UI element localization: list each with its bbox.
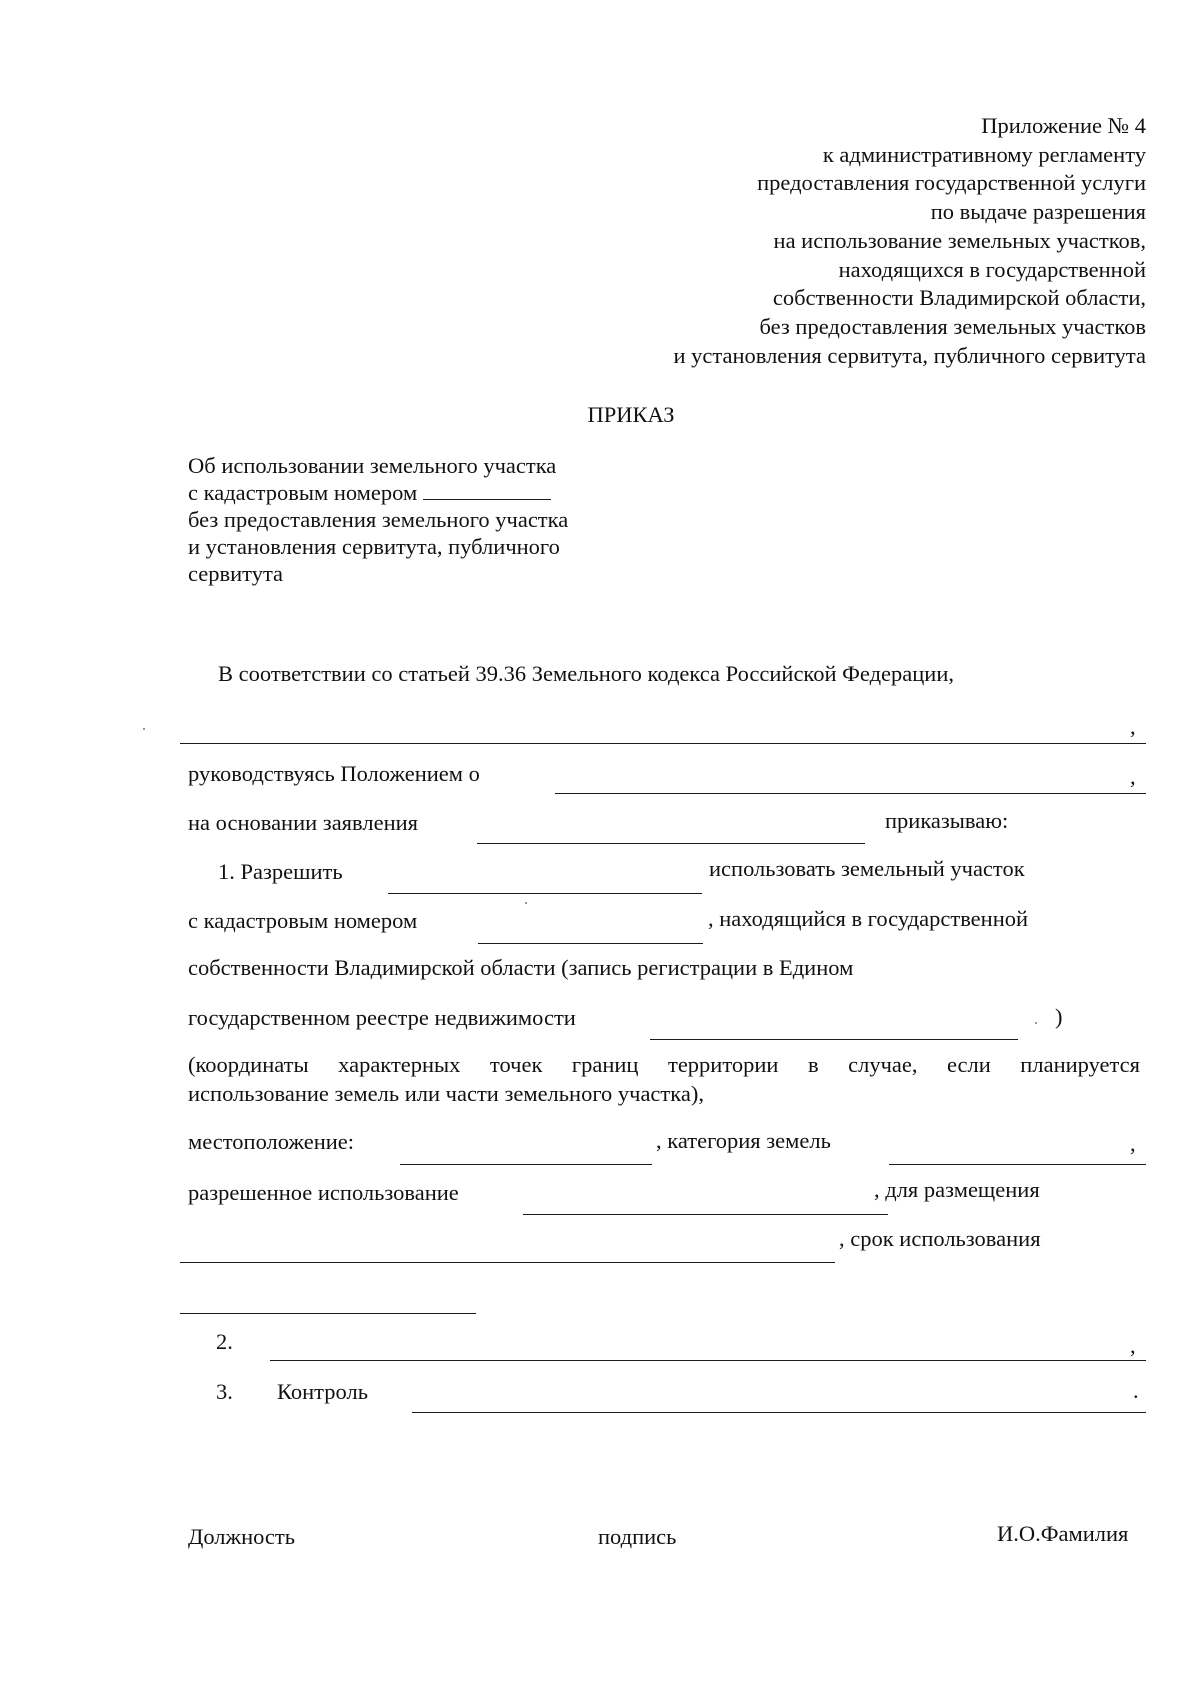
appendix-header (673, 112, 1146, 370)
coords-line-1: (координаты характерных точек границ территории в случае, если планируется (188, 1052, 1140, 1077)
cadastral-tail: , находящийся в государственной (708, 906, 1029, 931)
cadastral-blank[interactable] (478, 943, 703, 944)
subject-line: сервитута (188, 561, 284, 586)
cadastral-number-blank[interactable] (423, 481, 551, 500)
period: . (1133, 1378, 1139, 1403)
cadastral-label: с кадастровым номером (188, 908, 418, 933)
item3-number: 3. (216, 1379, 233, 1404)
scan-speck (143, 728, 145, 730)
item1-label: 1. Разрешить (218, 859, 343, 884)
placement-blank[interactable] (180, 1262, 835, 1263)
signature-sign: подпись (598, 1524, 677, 1549)
header-line: предоставления государственной услуги (757, 170, 1146, 196)
registry-blank[interactable] (650, 1039, 1018, 1040)
comma: , (1130, 714, 1136, 739)
subject-cadastral-label: с кадастровым номером (188, 480, 418, 505)
placement-label: , для размещения (874, 1177, 1040, 1202)
location-label: местоположение: (188, 1129, 355, 1154)
header-line: и установления сервитута, публичного сервитута (673, 342, 1146, 368)
order-subject (188, 452, 568, 587)
permitted-use-blank[interactable] (523, 1214, 888, 1215)
location-blank[interactable] (400, 1164, 652, 1165)
authority-blank[interactable] (180, 743, 1146, 744)
term-label: , срок использования (839, 1226, 1041, 1251)
applicant-blank[interactable] (388, 893, 702, 894)
intro-text: В соответствии со статьей 39.36 Земельного кодекса Российской Федерации, (218, 661, 955, 686)
comma: , (1130, 764, 1136, 789)
subject-line: и установления сервитута, публичного (188, 534, 560, 559)
header-line: собственности Владимирской области, (772, 285, 1146, 311)
header-line: на использование земельных участков, (773, 227, 1146, 253)
document-title: ПРИКАЗ (587, 402, 675, 427)
header-line: без предоставления земельных участков (759, 313, 1146, 339)
subject-line: Об использовании земельного участка (188, 453, 557, 478)
item1-text: использовать земельный участок (709, 856, 1025, 881)
category-label: , категория земель (656, 1128, 831, 1153)
ownership-text: собственности Владимирской области (запись регистрации в Едином (188, 955, 854, 980)
signature-name: И.О.Фамилия (997, 1521, 1129, 1546)
comma: , (1130, 1131, 1136, 1156)
header-line: по выдаче разрешения (930, 199, 1146, 225)
guided-by-label: руководствуясь Положением о (188, 761, 480, 786)
subject-line (188, 479, 568, 506)
item3-label: Контроль (277, 1379, 368, 1404)
header-line: Приложение № 4 (981, 113, 1146, 138)
item2-number: 2. (216, 1329, 233, 1354)
control-blank[interactable] (412, 1412, 1146, 1413)
subject-line: без предоставления земельного участка (188, 507, 569, 532)
comma: , (1130, 1333, 1136, 1358)
coords-line-2: использование земель или части земельного участка), (188, 1081, 704, 1106)
header-line: к административному регламенту (822, 141, 1146, 167)
term-blank[interactable] (180, 1313, 476, 1314)
scan-speck (525, 902, 527, 904)
header-line: находящихся в государственной (838, 256, 1146, 282)
category-blank[interactable] (889, 1164, 1146, 1165)
permitted-use-label: разрешенное использование (188, 1180, 459, 1205)
regulation-blank[interactable] (555, 793, 1146, 794)
close-paren: ) (1055, 1004, 1063, 1029)
signature-position: Должность (188, 1524, 296, 1549)
item2-blank[interactable] (270, 1360, 1146, 1361)
based-on-label: на основании заявления (188, 810, 418, 835)
order-word: приказываю: (885, 808, 1009, 833)
registry-label: государственном реестре недвижимости (188, 1005, 576, 1030)
application-blank[interactable] (477, 843, 865, 844)
scan-speck (1035, 1022, 1037, 1024)
